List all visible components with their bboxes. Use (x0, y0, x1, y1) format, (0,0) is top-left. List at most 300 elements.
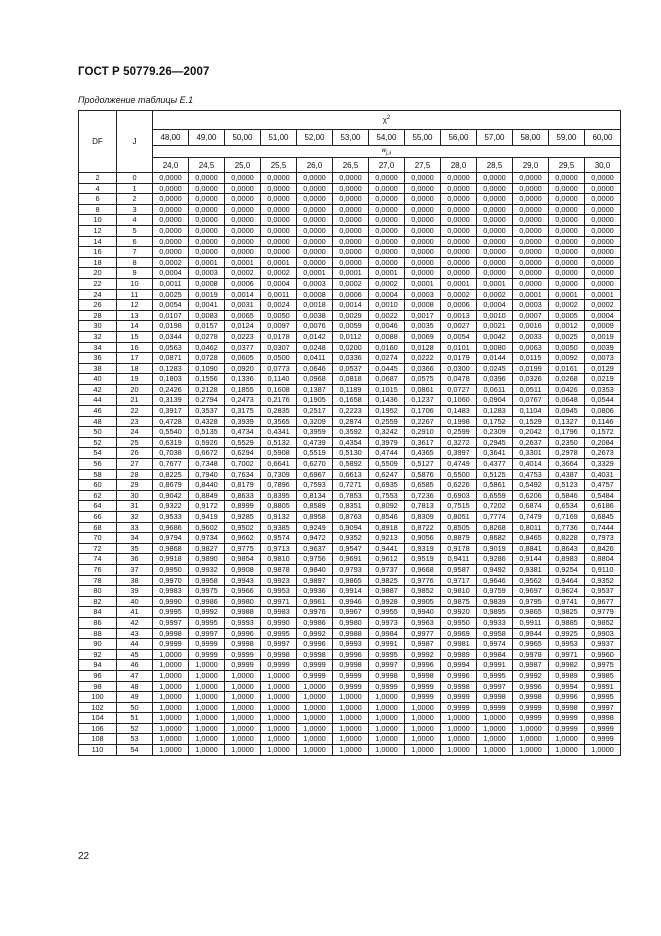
value-cell: 0,4739 (297, 437, 333, 448)
value-cell: 0,8763 (333, 512, 369, 523)
value-cell: 0,8268 (477, 522, 513, 533)
value-cell: 1,0000 (477, 734, 513, 745)
value-cell: 0,0200 (333, 342, 369, 353)
value-cell: 0,0160 (369, 342, 405, 353)
j-cell: 30 (117, 490, 153, 501)
value-cell: 0,9998 (153, 628, 189, 639)
value-cell: 0,9827 (189, 543, 225, 554)
value-cell: 0,0001 (513, 289, 549, 300)
value-cell: 0,0063 (513, 342, 549, 353)
j-cell: 38 (117, 575, 153, 586)
value-cell: 0,3939 (225, 416, 261, 427)
value-cell: 0,9132 (261, 512, 297, 523)
value-cell: 0,9794 (153, 533, 189, 544)
j-cell: 46 (117, 660, 153, 671)
value-cell: 0,0000 (477, 204, 513, 215)
value-cell: 0,9999 (153, 639, 189, 650)
value-cell: 0,0000 (549, 183, 585, 194)
j-cell: 33 (117, 522, 153, 533)
value-cell: 0,0000 (369, 173, 405, 184)
value-cell: 0,9587 (441, 564, 477, 575)
document-header: ГОСТ Р 50779.26—2007 (78, 66, 210, 78)
value-cell: 0,5876 (405, 469, 441, 480)
value-cell: 0,1483 (441, 406, 477, 417)
value-cell: 0,9839 (477, 596, 513, 607)
value-cell: 0,0000 (189, 236, 225, 247)
value-cell: 0,8225 (153, 469, 189, 480)
value-cell: 0,0727 (441, 384, 477, 395)
value-cell: 0,0000 (585, 225, 621, 236)
value-cell: 0,0008 (189, 278, 225, 289)
value-cell: 0,0000 (513, 257, 549, 268)
value-cell: 0,8228 (549, 533, 585, 544)
table-row (79, 702, 621, 713)
probability-table (78, 110, 621, 756)
value-cell: 0,9686 (153, 522, 189, 533)
value-cell: 0,0027 (441, 321, 477, 332)
value-cell: 0,0307 (261, 342, 297, 353)
value-cell: 1,0000 (261, 702, 297, 713)
df-header: DF (79, 111, 117, 173)
value-cell: 0,5846 (549, 490, 585, 501)
value-cell: 0,0142 (297, 331, 333, 342)
value-cell: 0,9285 (225, 512, 261, 523)
value-cell: 0,5908 (261, 448, 297, 459)
value-cell: 0,9994 (441, 660, 477, 671)
value-cell: 0,9094 (333, 522, 369, 533)
value-cell: 0,9955 (369, 607, 405, 618)
df-cell: 78 (79, 575, 117, 586)
df-cell: 72 (79, 543, 117, 554)
value-cell: 1,0000 (441, 734, 477, 745)
j-cell: 6 (117, 236, 153, 247)
j-cell: 35 (117, 543, 153, 554)
j-cell: 52 (117, 723, 153, 734)
value-cell: 0,0179 (441, 353, 477, 364)
value-cell: 0,8179 (225, 480, 261, 491)
table-row (79, 183, 621, 194)
value-cell: 0,8722 (405, 522, 441, 533)
value-cell: 0,8633 (225, 490, 261, 501)
value-cell: 0,3565 (261, 416, 297, 427)
value-cell: 0,0000 (297, 183, 333, 194)
value-cell: 1,0000 (333, 692, 369, 703)
value-cell: 0,0806 (585, 406, 621, 417)
value-cell: 0,0161 (549, 363, 585, 374)
value-cell: 0,9144 (513, 554, 549, 565)
j-cell: 21 (117, 395, 153, 406)
value-cell: 0,0000 (549, 247, 585, 258)
value-cell: 0,0157 (189, 321, 225, 332)
df-cell: 92 (79, 649, 117, 660)
j-cell: 14 (117, 321, 153, 332)
value-cell: 0,8918 (369, 522, 405, 533)
value-cell: 0,7236 (405, 490, 441, 501)
df-cell: 58 (79, 469, 117, 480)
value-cell: 0,2267 (405, 416, 441, 427)
value-cell: 0,8465 (513, 533, 549, 544)
value-cell: 0,0080 (477, 342, 513, 353)
j-cell: 12 (117, 300, 153, 311)
value-cell: 0,0000 (549, 173, 585, 184)
j-cell: 26 (117, 448, 153, 459)
table-row (79, 660, 621, 671)
value-cell: 0,8309 (405, 512, 441, 523)
value-cell: 1,0000 (297, 681, 333, 692)
value-cell: 0,9998 (297, 649, 333, 660)
table-row (79, 575, 621, 586)
j-cell: 18 (117, 363, 153, 374)
table-row (79, 734, 621, 745)
value-cell: 0,7940 (189, 469, 225, 480)
value-cell: 0,0010 (477, 310, 513, 321)
value-cell: 1,0000 (405, 745, 441, 756)
value-cell: 0,5123 (549, 480, 585, 491)
value-cell: 0,9999 (297, 660, 333, 671)
j-cell: 0 (117, 173, 153, 184)
df-cell: 36 (79, 353, 117, 364)
value-cell: 0,0274 (369, 353, 405, 364)
table-row (79, 204, 621, 215)
value-cell: 0,9737 (369, 564, 405, 575)
value-cell: 0,9946 (333, 596, 369, 607)
value-cell: 0,2309 (477, 427, 513, 438)
value-cell: 1,0000 (153, 723, 189, 734)
value-cell: 0,0002 (153, 257, 189, 268)
value-cell: 0,0945 (549, 406, 585, 417)
value-cell: 0,0054 (153, 300, 189, 311)
value-cell: 0,0818 (333, 374, 369, 385)
value-cell: 0,9999 (297, 670, 333, 681)
value-cell: 0,0000 (189, 204, 225, 215)
value-cell: 0,9713 (261, 543, 297, 554)
value-cell: 0,9998 (477, 692, 513, 703)
value-cell: 0,0011 (261, 289, 297, 300)
value-cell: 0,0000 (549, 257, 585, 268)
value-cell: 0,0000 (441, 225, 477, 236)
value-cell: 1,0000 (189, 702, 225, 713)
value-cell: 0,9996 (441, 670, 477, 681)
value-cell: 0,0004 (261, 278, 297, 289)
df-cell: 110 (79, 745, 117, 756)
value-cell: 0,5484 (585, 490, 621, 501)
df-cell: 54 (79, 448, 117, 459)
value-cell: 0,9997 (585, 702, 621, 713)
value-cell: 0,7593 (297, 480, 333, 491)
value-cell: 0,9756 (297, 554, 333, 565)
value-cell: 0,0129 (585, 363, 621, 374)
value-cell: 0,9992 (513, 670, 549, 681)
value-cell: 1,0000 (333, 702, 369, 713)
value-cell: 0,0000 (513, 204, 549, 215)
value-cell: 0,6186 (585, 501, 621, 512)
value-cell: 0,1283 (477, 406, 513, 417)
value-cell: 0,0000 (333, 215, 369, 226)
j-cell: 29 (117, 480, 153, 491)
value-cell: 0,0014 (333, 300, 369, 311)
value-cell: 0,5125 (477, 469, 513, 480)
value-cell: 0,6559 (477, 490, 513, 501)
value-cell: 0,2599 (441, 427, 477, 438)
value-cell: 0,7202 (477, 501, 513, 512)
value-cell: 0,0223 (225, 331, 261, 342)
value-cell: 0,0861 (405, 384, 441, 395)
value-cell: 0,5132 (261, 437, 297, 448)
lambda-value-cell: 29,5 (549, 158, 585, 173)
value-cell: 0,9994 (549, 681, 585, 692)
value-cell: 0,0005 (549, 310, 585, 321)
value-cell: 0,0002 (477, 289, 513, 300)
table-row (79, 331, 621, 342)
table-row (79, 257, 621, 268)
value-cell: 0,9890 (189, 554, 225, 565)
value-cell: 0,2637 (513, 437, 549, 448)
value-cell: 0,0000 (333, 225, 369, 236)
lambda-value-cell: 29,0 (513, 158, 549, 173)
table-row (79, 512, 621, 523)
table-row (79, 533, 621, 544)
value-cell: 1,0000 (261, 745, 297, 756)
df-cell: 90 (79, 639, 117, 650)
value-cell: 0,0000 (189, 173, 225, 184)
df-cell: 104 (79, 713, 117, 724)
value-cell: 0,9999 (441, 692, 477, 703)
value-cell: 1,0000 (189, 670, 225, 681)
value-cell: 0,0000 (153, 194, 189, 205)
value-cell: 0,0000 (297, 173, 333, 184)
value-cell: 0,9776 (405, 575, 441, 586)
df-cell: 38 (79, 363, 117, 374)
value-cell: 0,0000 (513, 173, 549, 184)
w-symbol: w (381, 146, 387, 154)
value-cell: 0,0144 (477, 353, 513, 364)
value-cell: 0,9989 (549, 670, 585, 681)
value-cell: 0,0000 (513, 194, 549, 205)
value-cell: 0,0000 (261, 247, 297, 258)
value-cell: 0,0003 (405, 289, 441, 300)
value-cell: 0,0097 (261, 321, 297, 332)
w-subscript: j,λ (386, 150, 392, 157)
value-cell: 0,0000 (369, 204, 405, 215)
value-cell: 0,6845 (585, 512, 621, 523)
table-row (79, 649, 621, 660)
j-cell: 28 (117, 469, 153, 480)
value-cell: 0,1387 (297, 384, 333, 395)
value-cell: 0,9213 (369, 533, 405, 544)
lambda-value-cell: 26,5 (333, 158, 369, 173)
value-cell: 1,0000 (549, 734, 585, 745)
value-cell: 0,0124 (225, 321, 261, 332)
value-cell: 0,9974 (477, 639, 513, 650)
value-cell: 0,0000 (513, 215, 549, 226)
value-cell: 1,0000 (477, 723, 513, 734)
value-cell: 0,9697 (513, 586, 549, 597)
value-cell: 0,0002 (369, 278, 405, 289)
value-cell: 0,9249 (297, 522, 333, 533)
value-cell: 0,9976 (297, 607, 333, 618)
value-cell: 0,0000 (549, 204, 585, 215)
value-cell: 0,1283 (153, 363, 189, 374)
df-cell: 98 (79, 681, 117, 692)
value-cell: 1,0000 (513, 745, 549, 756)
j-cell: 10 (117, 278, 153, 289)
value-cell: 0,0029 (333, 310, 369, 321)
value-cell: 0,1436 (369, 395, 405, 406)
value-cell: 0,0004 (153, 268, 189, 279)
j-cell: 27 (117, 459, 153, 470)
value-cell: 0,9981 (441, 639, 477, 650)
value-cell: 0,0000 (333, 183, 369, 194)
value-cell: 0,9918 (153, 554, 189, 565)
value-cell: 0,4354 (333, 437, 369, 448)
value-cell: 0,3209 (297, 416, 333, 427)
value-cell: 0,0088 (369, 331, 405, 342)
value-cell: 0,0000 (477, 183, 513, 194)
value-cell: 0,9999 (585, 734, 621, 745)
value-cell: 0,0445 (369, 363, 405, 374)
value-cell: 0,9865 (333, 575, 369, 586)
df-cell: 86 (79, 617, 117, 628)
value-cell: 0,0001 (333, 268, 369, 279)
value-cell: 0,9602 (189, 522, 225, 533)
value-cell: 0,2084 (585, 437, 621, 448)
value-cell: 0,2128 (189, 384, 225, 395)
value-cell: 0,0000 (369, 225, 405, 236)
value-cell: 0,0353 (585, 384, 621, 395)
value-cell: 0,9985 (585, 670, 621, 681)
df-cell: 76 (79, 564, 117, 575)
value-cell: 0,0107 (153, 310, 189, 321)
value-cell: 0,0014 (225, 289, 261, 300)
value-cell: 0,0012 (549, 321, 585, 332)
value-cell: 0,0000 (549, 215, 585, 226)
value-cell: 0,0366 (405, 363, 441, 374)
value-cell: 0,0041 (189, 300, 225, 311)
value-cell: 1,0000 (225, 713, 261, 724)
j-cell: 32 (117, 512, 153, 523)
value-cell: 0,0000 (585, 236, 621, 247)
value-cell: 0,0004 (585, 310, 621, 321)
value-cell: 0,0000 (261, 204, 297, 215)
chi-value-cell: 60,00 (585, 130, 621, 146)
value-cell: 1,0000 (225, 692, 261, 703)
value-cell: 0,9986 (189, 596, 225, 607)
value-cell: 0,8643 (549, 543, 585, 554)
j-cell: 39 (117, 586, 153, 597)
value-cell: 0,8958 (297, 512, 333, 523)
value-cell: 0,9966 (225, 586, 261, 597)
value-cell: 0,0013 (441, 310, 477, 321)
value-cell: 0,0646 (297, 363, 333, 374)
value-cell: 0,7736 (549, 522, 585, 533)
value-cell: 0,9999 (261, 660, 297, 671)
value-cell: 0,9995 (477, 670, 513, 681)
df-cell: 40 (79, 374, 117, 385)
value-cell: 0,0000 (225, 236, 261, 247)
value-cell: 1,0000 (441, 723, 477, 734)
value-cell: 0,5892 (333, 459, 369, 470)
value-cell: 1,0000 (189, 745, 225, 756)
value-cell: 0,2350 (549, 437, 585, 448)
j-cell: 20 (117, 384, 153, 395)
value-cell: 0,0537 (333, 363, 369, 374)
value-cell: 0,9965 (513, 639, 549, 650)
value-cell: 1,0000 (369, 692, 405, 703)
value-cell: 0,0000 (585, 215, 621, 226)
value-cell: 0,9914 (333, 586, 369, 597)
value-cell: 0,6270 (297, 459, 333, 470)
value-cell: 0,0411 (297, 353, 333, 364)
value-cell: 0,0687 (369, 374, 405, 385)
value-cell: 1,0000 (153, 670, 189, 681)
value-cell: 0,0001 (477, 278, 513, 289)
value-cell: 0,7677 (153, 459, 189, 470)
value-cell: 0,4753 (513, 469, 549, 480)
df-cell: 56 (79, 459, 117, 470)
df-cell: 26 (79, 300, 117, 311)
j-cell: 15 (117, 331, 153, 342)
j-cell: 23 (117, 416, 153, 427)
j-cell: 41 (117, 607, 153, 618)
table-row (79, 480, 621, 491)
table-row (79, 395, 621, 406)
value-cell: 0,5130 (333, 448, 369, 459)
value-cell: 0,1060 (441, 395, 477, 406)
value-cell: 0,9825 (549, 607, 585, 618)
value-cell: 1,0000 (441, 745, 477, 756)
value-cell: 0,0000 (405, 215, 441, 226)
value-cell: 0,0000 (261, 215, 297, 226)
value-cell: 1,0000 (297, 702, 333, 713)
value-cell: 0,0000 (441, 173, 477, 184)
value-cell: 0,0000 (513, 278, 549, 289)
value-cell: 0,9975 (585, 660, 621, 671)
value-cell: 0,9419 (189, 512, 225, 523)
value-cell: 0,1140 (261, 374, 297, 385)
value-cell: 0,9996 (513, 681, 549, 692)
value-cell: 0,9042 (153, 490, 189, 501)
chi-square-header (153, 111, 621, 130)
value-cell: 0,0000 (153, 173, 189, 184)
value-cell: 0,8092 (369, 501, 405, 512)
table-row (79, 564, 621, 575)
df-cell: 16 (79, 247, 117, 258)
value-cell: 0,9759 (477, 586, 513, 597)
value-cell: 0,0000 (297, 257, 333, 268)
value-cell: 0,9885 (549, 617, 585, 628)
j-cell: 53 (117, 734, 153, 745)
value-cell: 0,1905 (297, 395, 333, 406)
value-cell: 0,2473 (225, 395, 261, 406)
value-cell: 0,9998 (225, 639, 261, 650)
value-cell: 0,0000 (261, 173, 297, 184)
value-cell: 0,6874 (513, 501, 549, 512)
df-cell: 74 (79, 554, 117, 565)
value-cell: 0,0000 (369, 236, 405, 247)
value-cell: 0,9971 (261, 596, 297, 607)
table-row (79, 554, 621, 565)
value-cell: 0,9385 (261, 522, 297, 533)
value-cell: 0,0019 (189, 289, 225, 300)
value-cell: 1,0000 (405, 723, 441, 734)
value-cell: 0,5529 (225, 437, 261, 448)
value-cell: 0,0000 (189, 215, 225, 226)
chi-value-cell: 59,00 (549, 130, 585, 146)
value-cell: 0,7309 (261, 469, 297, 480)
value-cell: 0,9810 (441, 586, 477, 597)
value-cell: 0,0007 (513, 310, 549, 321)
value-cell: 0,1529 (513, 416, 549, 427)
